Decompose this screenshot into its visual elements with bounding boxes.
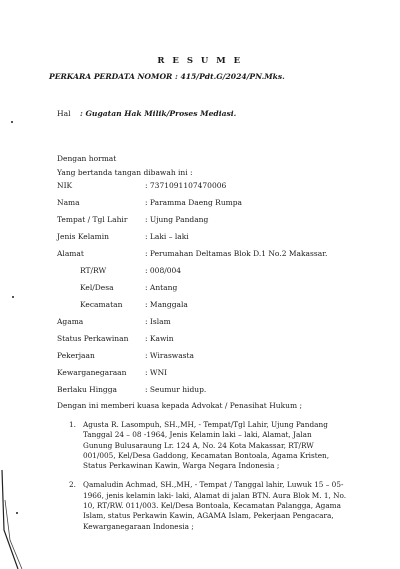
field-label-village: Kel/Desa: [80, 283, 114, 292]
field-value-village: : Antang: [145, 283, 178, 292]
scan-edge-artifact: [0, 470, 40, 569]
field-value-validity: : Seumur hidup.: [145, 385, 207, 394]
greeting: Dengan hormat: [57, 154, 117, 163]
field-label-nama: Nama: [57, 198, 80, 207]
attorney-item: [69, 420, 369, 471]
field-value-marital: : Kawin: [145, 334, 174, 343]
subject-label: Hal: [57, 109, 71, 118]
attorney-line: 001/005, Kel/Desa Gaddong, Kecamatan Bontoala, Agama Kristen,: [83, 450, 330, 460]
field-value-district: : Manggala: [145, 300, 188, 309]
field-value-gender: : Laki – laki: [145, 232, 189, 241]
field-label-district: Kecamatan: [80, 300, 123, 309]
intro-text: Yang bertanda tangan dibawah ini :: [57, 168, 193, 177]
attorney-line: Tanggal 24 – 08 -1964, Jenis Kelamin laki – laki, Alamat, Jalan: [83, 430, 312, 440]
attorney-item: [69, 480, 369, 531]
attorney-line: Islam, status Perkawin Kawin, AGAMA Islam, Pekerjaan Pengacara,: [83, 511, 334, 521]
field-value-nationality: : WNI: [145, 368, 168, 377]
field-label-occupation: Pekerjaan: [57, 351, 95, 360]
attorney-line: Agusta R. Lasompuh, SH.,MH, - Tempat/Tgl Lahir, Ujung Pandang: [83, 420, 328, 429]
field-value-nama: : Paramma Daeng Rumpa: [145, 198, 243, 207]
subject-value: : Gugatan Hak Milik/Proses Mediasi.: [80, 109, 237, 118]
field-label-rtrw: RT/RW: [80, 266, 107, 275]
field-label-validity: Berlaku Hingga: [57, 385, 118, 394]
scan-speck: [12, 296, 14, 298]
attorney-list: [69, 420, 369, 541]
field-label-address: Alamat: [57, 249, 84, 258]
field-value-nik: : 7371091107470006: [145, 181, 227, 190]
field-value-religion: : Islam: [145, 317, 171, 326]
field-value-address: : Perumahan Deltamas Blok D.1 No.2 Makassar.: [145, 249, 328, 258]
attorney-line: Gunung Bulusaraung Lr. 124 A, No. 24 Kota Makassar, RT/RW: [83, 440, 314, 450]
attorney-line: Qamaludin Achmad, SH.,MH, - Tempat / Tanggal lahir, Luwuk 15 – 05-: [83, 480, 344, 490]
power-of-attorney-text: Dengan ini memberi kuasa kepada Advokat / Penasihat Hukum ;: [57, 401, 302, 410]
attorney-line: 10, RT/RW. 011/003. Kel/Desa Bontoala, Kecamatan Palangga, Agama: [83, 501, 341, 511]
attorney-number: 2.: [69, 480, 76, 490]
scan-speck: [11, 121, 13, 123]
attorney-line: Kewarganegaraan Indonesia ;: [83, 521, 194, 531]
document-title: R E S U M E: [157, 56, 243, 66]
field-label-gender: Jenis Kelamin: [57, 232, 109, 241]
field-label-marital: Status Perkawinan: [57, 334, 129, 343]
field-value-occupation: : Wiraswasta: [145, 351, 195, 360]
field-label-religion: Agama: [57, 317, 84, 326]
field-label-birth: Tempat / Tgl Lahir: [57, 215, 128, 224]
attorney-line: 1966, jenis kelamin laki- laki, Alamat di jalan BTN. Aura Blok M. 1, No.: [83, 490, 347, 500]
field-value-birth: : Ujung Pandang: [145, 215, 209, 224]
field-label-nationality: Kewarganegaraan: [57, 368, 127, 377]
field-value-rtrw: : 008/004: [145, 266, 182, 275]
field-label-nik: NIK: [57, 181, 73, 190]
case-number: PERKARA PERDATA NOMOR : 415/Pdt.G/2024/PN.Mks.: [49, 72, 285, 81]
attorney-number: 1.: [69, 420, 76, 429]
attorney-line: Status Perkawinan Kawin, Warga Negara Indonesia ;: [83, 461, 280, 471]
